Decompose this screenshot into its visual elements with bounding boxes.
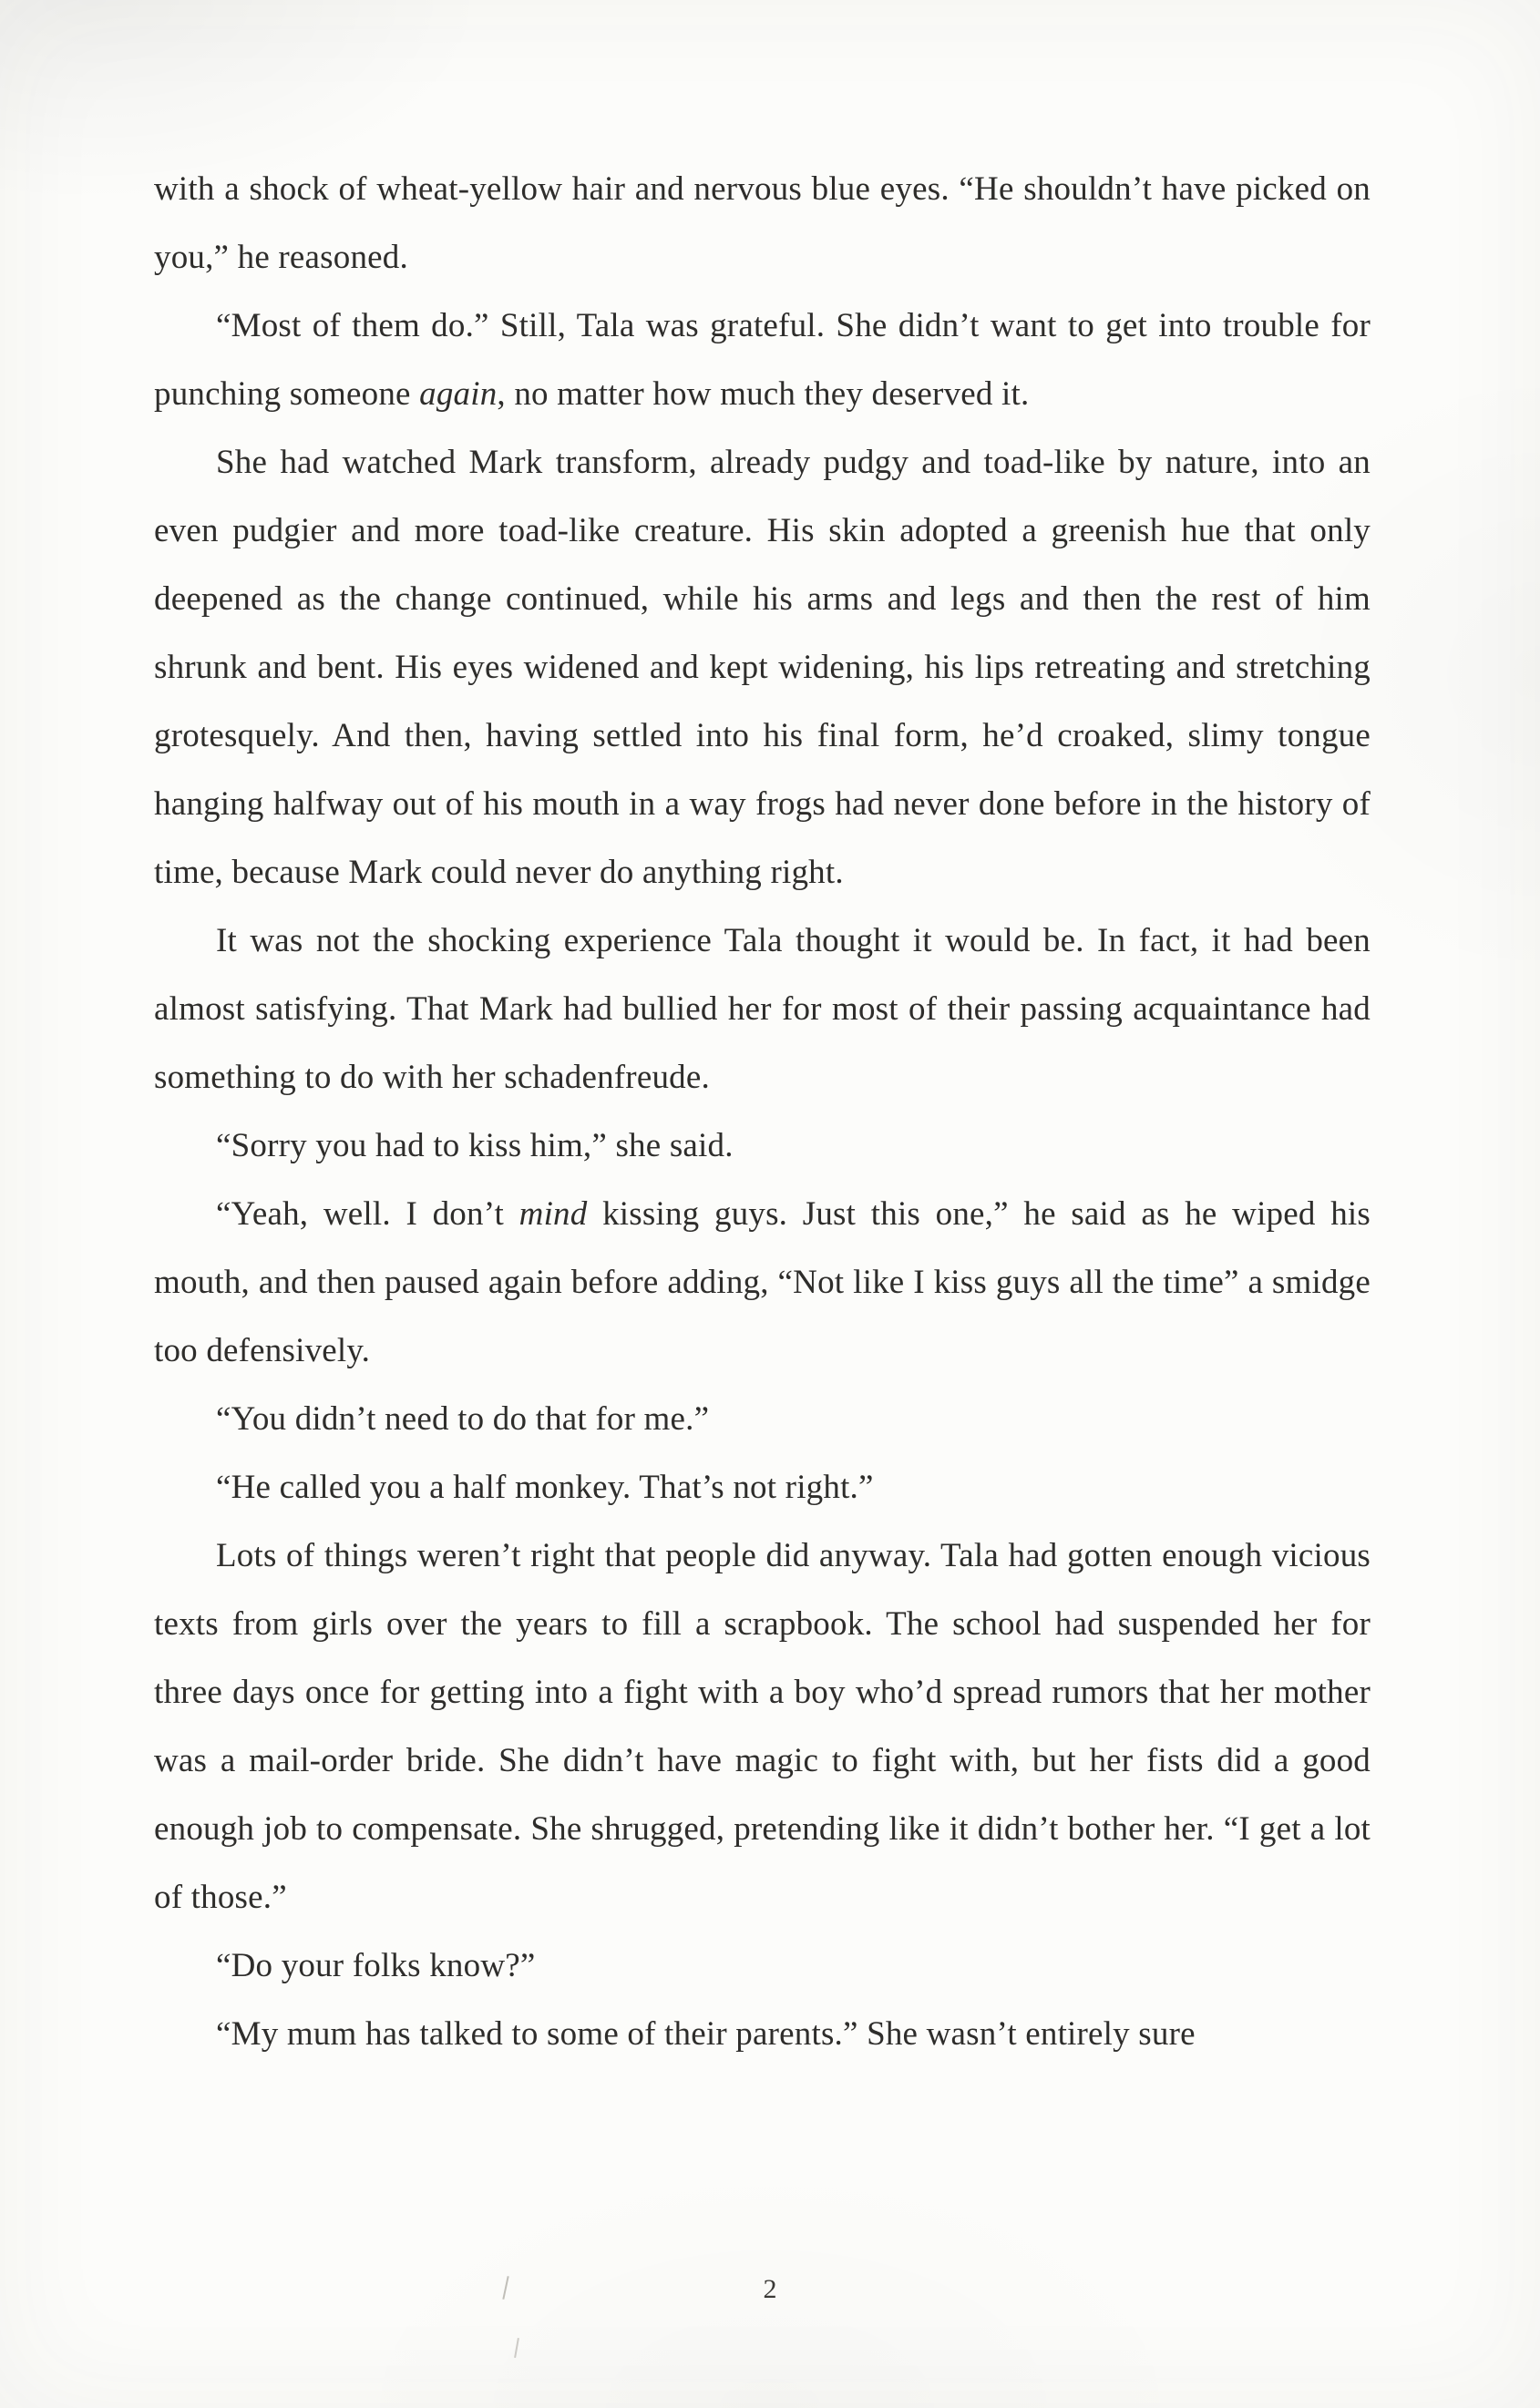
text-run: “He called you a half monkey. That’s not right.” bbox=[216, 1469, 874, 1506]
paragraph bbox=[154, 428, 1371, 907]
paragraph bbox=[154, 907, 1371, 1112]
paragraph bbox=[154, 155, 1371, 292]
paragraph bbox=[154, 2000, 1371, 2068]
text-run: “You didn’t need to do that for me.” bbox=[216, 1400, 710, 1438]
scan-artifact bbox=[514, 2338, 519, 2358]
text-run: kissing guys. Just this one,” he said as he wiped his mouth, and then paused again before adding, “Not like I kiss guys all the time” a smidge too defensively. bbox=[154, 1195, 1371, 1369]
page-number: 2 bbox=[763, 2274, 777, 2304]
text-run: “Do your folks know?” bbox=[216, 1947, 536, 1984]
paragraph bbox=[154, 1112, 1371, 1180]
paragraph bbox=[154, 1522, 1371, 1932]
paragraph bbox=[154, 292, 1371, 428]
paragraph bbox=[154, 1385, 1371, 1453]
paragraph bbox=[154, 1932, 1371, 2000]
text-run: “Most of them do.” Still, Tala was grateful. She didn’t want to get into trouble for punching someone bbox=[154, 307, 1371, 413]
text-run: “Yeah, well. I don’t bbox=[216, 1195, 519, 1233]
text-run: She had watched Mark transform, already pudgy and toad-like by nature, into an even pudgier and more toad-like creature. His skin adopted a greenish hue that only deepened as the change continued, while his arms and legs and then the rest of him shrunk and bent. His eyes widened and kept widening, his lips retreating and stretching grotesquely. And then, having settled into his final form, he’d croaked, slimy tongue hanging halfway out of his mouth in a way frogs had never done before in the history of time, because Mark could never do anything right. bbox=[154, 444, 1371, 891]
paragraph bbox=[154, 1453, 1371, 1522]
text-run: “My mum has talked to some of their parents.” She wasn’t entirely sure bbox=[216, 2015, 1196, 2053]
text-run: It was not the shocking experience Tala thought it would be. In fact, it had been almost satisfying. That Mark had bullied her for most of their passing acquaintance had something to do with her schadenfreude. bbox=[154, 922, 1371, 1096]
italic-text: mind bbox=[518, 1195, 588, 1233]
italic-text: again bbox=[419, 375, 498, 413]
text-run: , no matter how much they deserved it. bbox=[497, 375, 1030, 413]
text-run: with a shock of wheat-yellow hair and nervous blue eyes. “He shouldn’t have picked on you,” he reasoned. bbox=[154, 170, 1371, 276]
paragraph bbox=[154, 1180, 1371, 1385]
page-text bbox=[154, 155, 1371, 2068]
text-run: Lots of things weren’t right that people did anyway. Tala had gotten enough vicious texts from girls over the years to fill a scrapbook. The school had suspended her for three days once for getting into a fight with a boy who’d spread rumors that her mother was a mail-order bride. She didn’t have magic to fight with, but her fists did a good enough job to compensate. She shrugged, pretending like it didn’t bother her. “I get a lot of those.” bbox=[154, 1537, 1371, 1916]
text-run: “Sorry you had to kiss him,” she said. bbox=[216, 1127, 734, 1164]
